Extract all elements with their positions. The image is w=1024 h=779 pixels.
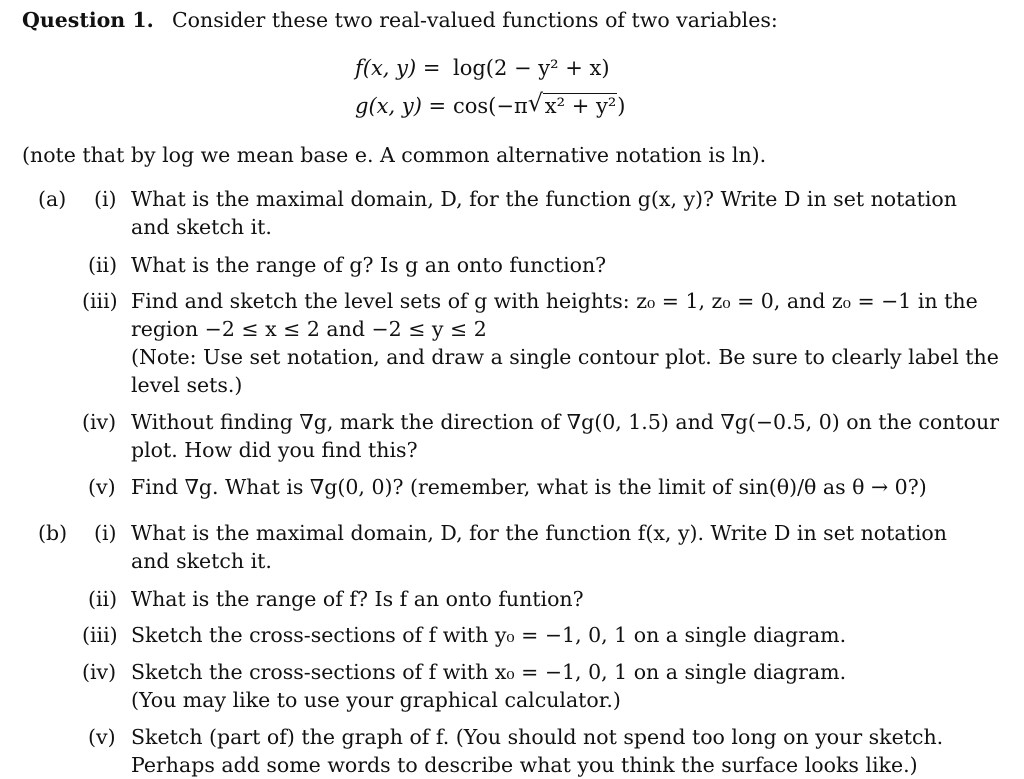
part-b-label: (b) [38, 521, 68, 545]
equation-f-lhs: f(x, y) = [355, 56, 441, 80]
equation-f-rhs: log(2 − y² + x) [453, 56, 610, 80]
part-a-i-line2: and sketch it. [131, 215, 272, 239]
part-a-ii-num: (ii) [88, 253, 118, 277]
part-a-iii-line1: Find and sketch the level sets of g with heights: z₀ = 1, z₀ = 0, and z₀ = −1 in the [131, 289, 978, 313]
part-b-iv-line2: (You may like to use your graphical calculator.) [131, 688, 621, 712]
equation-g-lhs: g(x, y) = [355, 94, 447, 118]
part-b-iv-line1: Sketch the cross-sections of f with x₀ = −1, 0, 1 on a single diagram. [131, 660, 847, 684]
part-a-iii-line3: (Note: Use set notation, and draw a single contour plot. Be sure to clearly label the [131, 345, 999, 369]
part-b-v-line2: Perhaps add some words to describe what you think the surface looks like.) [131, 753, 918, 777]
note-text: (note that by log we mean base e. A common alternative notation is ln). [22, 143, 767, 167]
sqrt-symbol [527, 89, 618, 120]
part-b-iii-line1: Sketch the cross-sections of f with y₀ = −1, 0, 1 on a single diagram. [131, 623, 847, 647]
part-b-iii-num: (iii) [82, 623, 118, 647]
question-label: Question 1. [22, 8, 154, 32]
part-b-iv-num: (iv) [82, 660, 117, 684]
part-b-ii-line1: What is the range of f? Is f an onto funtion? [131, 587, 584, 611]
question-intro: Consider these two real-valued functions of two variables: [172, 8, 778, 32]
sqrt-inner: x² + y² [544, 94, 617, 118]
part-b-i-line2: and sketch it. [131, 549, 272, 573]
part-a-i-num: (i) [94, 187, 117, 211]
radical-sign: √ [527, 89, 544, 117]
equation-g-rhs-start: cos(−π [453, 94, 528, 118]
part-b-ii-num: (ii) [88, 587, 118, 611]
part-a-iii-num: (iii) [82, 289, 118, 313]
part-a-iii-line2: region −2 ≤ x ≤ 2 and −2 ≤ y ≤ 2 [131, 317, 487, 341]
part-a-iv-line2: plot. How did you find this? [131, 438, 418, 462]
part-b-i-num: (i) [94, 521, 117, 545]
equation-g-rhs-end: ) [617, 94, 626, 118]
part-b-v-line1: Sketch (part of) the graph of f. (You should not spend too long on your sketch. [131, 725, 944, 749]
equation-g-rhs [453, 89, 626, 120]
part-a-v-num: (v) [88, 475, 116, 499]
part-a-i-line1: What is the maximal domain, D, for the function g(x, y)? Write D in set notation [131, 187, 957, 211]
part-a-ii-line1: What is the range of g? Is g an onto function? [131, 253, 607, 277]
part-b-v-num: (v) [88, 725, 116, 749]
part-a-v-line1: Find ∇g. What is ∇g(0, 0)? (remember, what is the limit of sin(θ)/θ as θ → 0?) [131, 475, 927, 499]
part-b-i-line1: What is the maximal domain, D, for the function f(x, y). Write D in set notation [131, 521, 947, 545]
part-a-iv-line1: Without finding ∇g, mark the direction of ∇g(0, 1.5) and ∇g(−0.5, 0) on the contour [131, 410, 1000, 434]
part-a-iii-line4: level sets.) [131, 373, 243, 397]
part-a-iv-num: (iv) [82, 410, 117, 434]
part-a-label: (a) [38, 187, 67, 211]
